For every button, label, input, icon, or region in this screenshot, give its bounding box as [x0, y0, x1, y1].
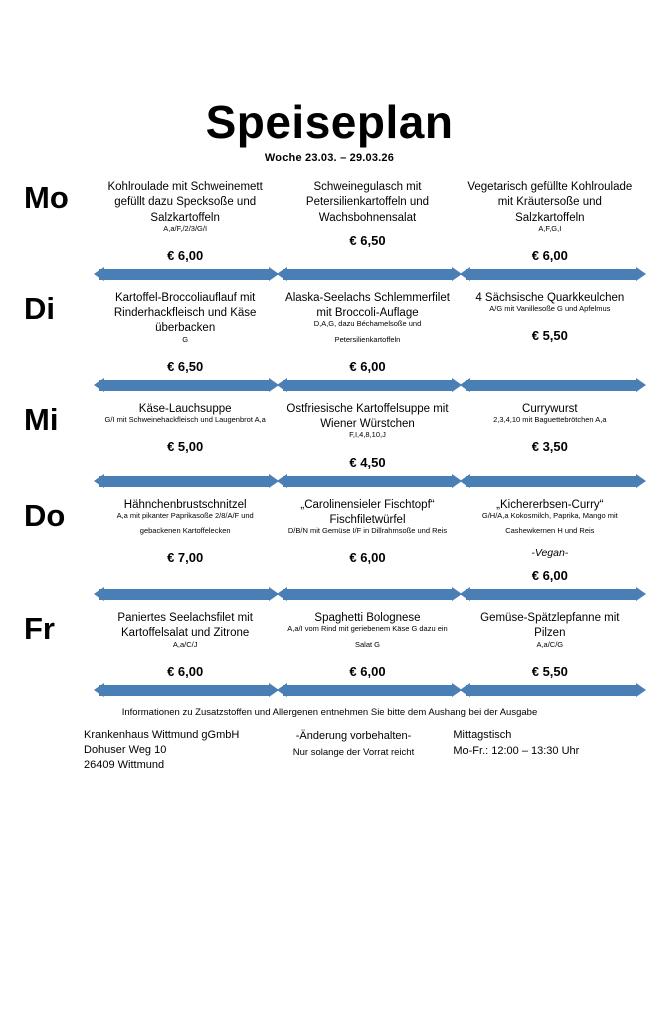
dish-allergens: G	[182, 334, 189, 344]
dishes-fr	[94, 611, 641, 680]
dish-allergens: F,I,4,8,10,J	[349, 430, 386, 440]
dish-fr-3	[459, 611, 641, 680]
dish-price: € 6,00	[531, 247, 568, 263]
lunch-title: Mittagstisch	[453, 728, 512, 741]
dish-text: „Kichererbsen-Curry“	[496, 498, 604, 511]
day-row-do	[18, 498, 641, 585]
dish-price: € 5,50	[531, 328, 568, 344]
stock-note: Nur solange der Vorrat reicht	[292, 747, 415, 759]
dish-text: Hähnchenbrustschnitzel	[123, 498, 247, 511]
divider-arrows-mi	[18, 474, 641, 490]
dish-text: Spaghetti Bolognese	[314, 612, 421, 625]
dish-price: € 5,00	[167, 439, 204, 455]
dish-allergens: D/B/N mit Gemüse I/F in Dillrahmsoße und Reis	[287, 526, 448, 536]
day-label-mo: Mo	[24, 180, 69, 216]
dish-text: Alaska-Seelachs Schlemmerfilet mit Broccoli-Auflage	[285, 292, 450, 320]
divider-arrows-fr	[18, 683, 641, 699]
dish-price: € 6,50	[349, 232, 386, 248]
dish-do-2	[276, 498, 458, 585]
divider-arrows-mo	[18, 267, 641, 283]
lunch-hours-block	[443, 728, 633, 760]
speiseplan-page	[0, 98, 659, 1032]
dish-allergens: D,A,G, dazu Béchamelsoße und Petersilienkartoffeln	[313, 319, 422, 344]
day-row-mi	[18, 402, 641, 471]
address-line-3: 26409 Wittmund	[84, 758, 165, 771]
dish-mi-1	[94, 402, 276, 471]
dishes-di	[94, 291, 641, 375]
dish-di-3	[459, 291, 641, 375]
dish-price: € 3,50	[531, 439, 568, 455]
day-label-mi: Mi	[24, 401, 59, 437]
dish-text: Schweinegulasch mit Petersilienkartoffeln und Wachsbohnensalat	[305, 181, 430, 224]
dish-allergens: G/H/A,a Kokosmilch, Paprika, Mango mit Cashewkernen H und Reis	[481, 511, 618, 536]
dish-mi-3	[459, 402, 641, 471]
change-note: -Änderung vorbehalten-	[295, 729, 412, 742]
dish-mo-1	[94, 180, 276, 264]
dish-text: Vegetarisch gefüllte Kohlroulade mit Kräutersoße und Salzkartoffeln	[467, 181, 633, 224]
divider-arrows-di	[18, 378, 641, 394]
dish-di-2	[276, 291, 458, 375]
dish-allergens: A/G mit Vanillesoße G und Apfelmus	[489, 304, 611, 314]
disclaimer-block	[264, 728, 444, 761]
dish-price: € 6,00	[349, 550, 386, 566]
day-row-mo	[18, 180, 641, 264]
menu-grid	[0, 180, 659, 699]
dish-allergens: A,a/C/J	[172, 639, 198, 649]
dish-mi-2	[276, 402, 458, 471]
dish-price: € 6,00	[349, 663, 386, 679]
dish-allergens: G/I mit Schweinehackfleisch und Laugenbrot A,a	[104, 415, 266, 425]
dish-fr-1	[94, 611, 276, 680]
dish-price: € 7,00	[167, 550, 204, 566]
day-label-do: Do	[24, 497, 66, 533]
page-title: Speiseplan	[205, 96, 454, 148]
dish-do-3	[459, 498, 641, 585]
address-line-1: Krankenhaus Wittmund gGmbH	[84, 728, 240, 741]
dish-text: Kartoffel-Broccoliauflauf mit Rinderhackfleisch und Käse überbacken	[113, 292, 257, 335]
lunch-hours: Mo-Fr.: 12:00 – 13:30 Uhr	[453, 744, 580, 757]
dishes-mi	[94, 402, 641, 471]
dish-price: € 6,50	[167, 358, 204, 374]
day-label-di: Di	[24, 291, 55, 327]
dish-price: € 4,50	[349, 454, 386, 470]
day-row-fr	[18, 611, 641, 680]
dish-allergens: A,a/C/G	[536, 639, 564, 649]
dish-text: 4 Sächsische Quarkkeulchen	[475, 292, 625, 305]
dish-allergens: A,a/F,/2/3/G/I	[163, 223, 208, 233]
day-row-di	[18, 291, 641, 375]
allergen-note: Informationen zu Zusatzstoffen und Allergenen entnehmen Sie bitte dem Aushang bei der Ausgabe	[121, 706, 538, 718]
dishes-mo	[94, 180, 641, 264]
address-block	[26, 728, 264, 773]
dish-text: Kohlroulade mit Schweinemett gefüllt dazu Specksoße und Salzkartoffeln	[107, 181, 263, 224]
dish-mo-3	[459, 180, 641, 264]
dishes-do	[94, 498, 641, 585]
dish-price: € 5,50	[531, 663, 568, 679]
dish-mo-2	[276, 180, 458, 264]
dish-text: Gemüse-Spätzlepfanne mit Pilzen	[480, 612, 620, 640]
dish-fr-2	[276, 611, 458, 680]
dish-do-1	[94, 498, 276, 585]
dish-text: Currywurst	[522, 402, 578, 415]
dish-text: Ostfriesische Kartoffelsuppe mit Wiener Würstchen	[286, 402, 449, 431]
dish-price: € 6,00	[349, 358, 386, 374]
dish-allergens: 2,3,4,10 mit Baguettebrötchen A,a	[493, 415, 607, 425]
vegan-badge: -Vegan-	[531, 547, 569, 560]
day-label-fr: Fr	[24, 611, 55, 647]
week-subtitle: Woche 23.03. – 29.03.26	[264, 152, 395, 165]
dish-price: € 6,00	[167, 663, 204, 679]
dish-price: € 6,00	[531, 568, 568, 584]
dish-text: „Carolinensieler Fischtopf“ Fischfiletwürfel	[300, 498, 435, 526]
dish-allergens: A,a/I vom Rind mit geriebenem Käse G dazu ein Salat G	[287, 624, 448, 649]
dish-price: € 6,00	[167, 247, 204, 263]
divider-arrows-do	[18, 587, 641, 603]
dish-allergens: A,F,G,I	[538, 223, 562, 233]
page-footer	[0, 728, 659, 773]
dish-allergens: A,a mit pikanter Paprikasoße 2/8/A/F und gebackenen Kartoffelecken	[116, 511, 254, 536]
dish-text: Käse-Lauchsuppe	[138, 402, 232, 415]
dish-di-1	[94, 291, 276, 375]
dish-text: Paniertes Seelachsfilet mit Kartoffelsalat und Zitrone	[117, 612, 253, 640]
address-line-2: Dohuser Weg 10	[84, 743, 167, 756]
